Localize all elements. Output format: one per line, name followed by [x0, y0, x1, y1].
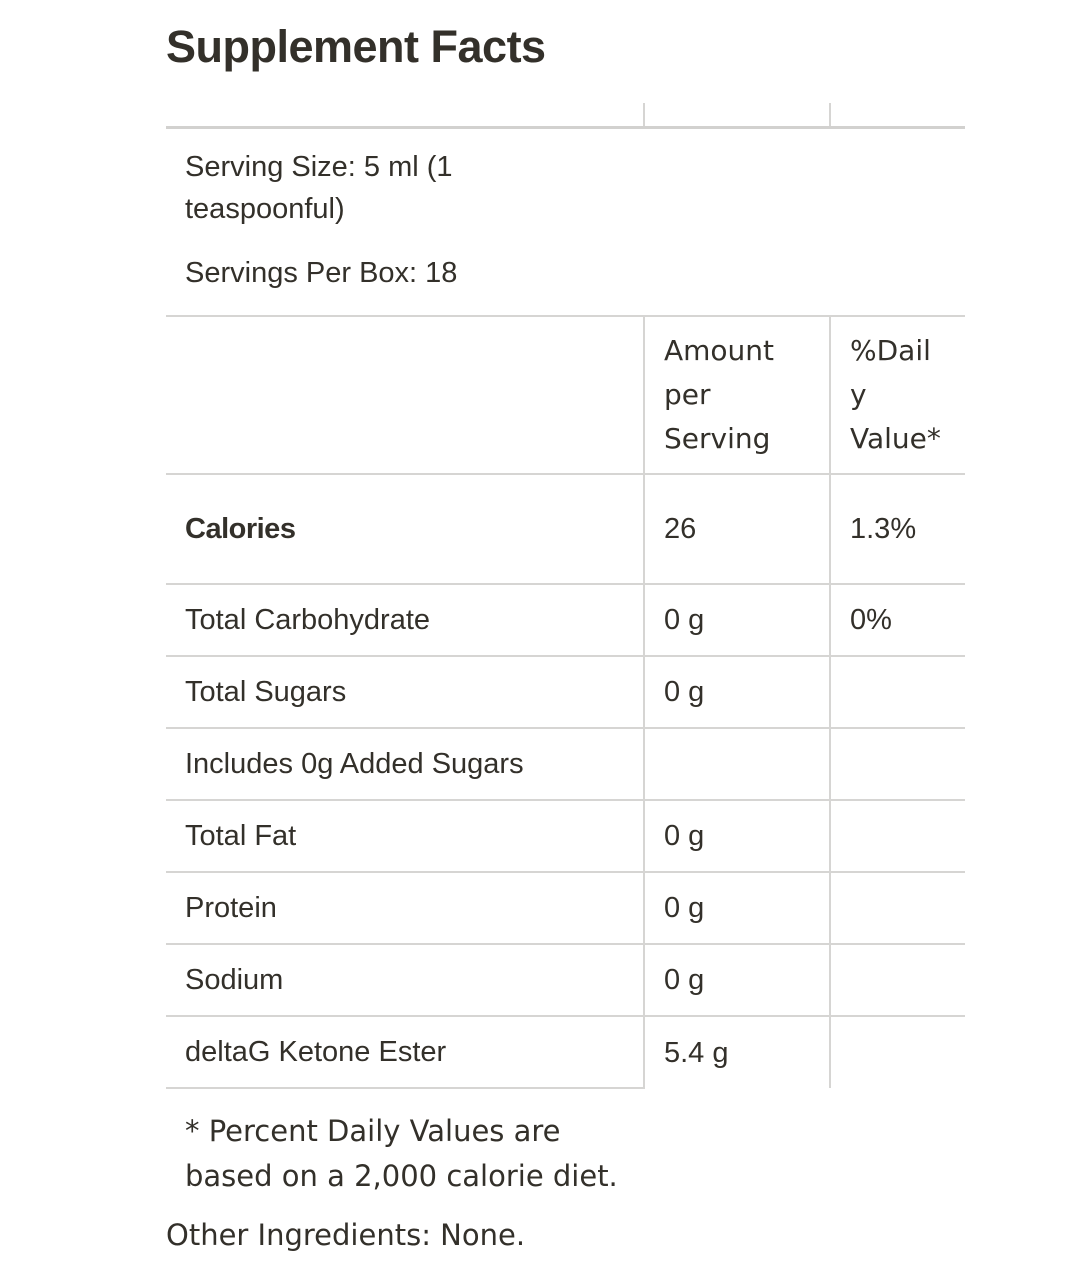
- footnote-line-2: based on a 2,000 calorie diet.: [185, 1159, 618, 1193]
- nutrient-name: Protein: [166, 872, 644, 944]
- table-row-total-fat: [166, 800, 965, 872]
- nutrient-amount: 0 g: [644, 800, 830, 872]
- daily-value-footnote: [185, 1109, 965, 1199]
- nutrient-daily-value: [830, 800, 965, 872]
- other-ingredients: Other Ingredients: None.: [166, 1218, 526, 1252]
- serving-info-row: [166, 128, 965, 317]
- nutrient-name: Includes 0g Added Sugars: [166, 728, 644, 800]
- serving-size-text: [185, 146, 946, 230]
- column-header-amount-per-serving: [644, 316, 830, 474]
- header-line: Amount: [664, 334, 775, 367]
- footnote-line-1: * Percent Daily Values are: [185, 1114, 561, 1148]
- serving-size-line-1: Serving Size: 5 ml (1: [185, 151, 453, 183]
- header-line: %Dail: [850, 334, 931, 367]
- servings-per-box-text: Servings Per Box: 18: [185, 257, 458, 289]
- table-row-added-sugars: [166, 728, 965, 800]
- nutrient-daily-value: 1.3%: [830, 474, 965, 584]
- nutrient-name: Sodium: [166, 944, 644, 1016]
- column-header-daily-value: [830, 316, 965, 474]
- column-header-row: [166, 316, 965, 474]
- nutrient-amount: [644, 728, 830, 800]
- table-row-sodium: [166, 944, 965, 1016]
- nutrient-amount: 0 g: [644, 872, 830, 944]
- table-row-total-sugars: [166, 656, 965, 728]
- supplement-facts-table: [166, 103, 965, 1089]
- header-line: Serving: [664, 422, 771, 455]
- clipped-top-row: [166, 103, 965, 128]
- nutrient-name: deltaG Ketone Ester: [166, 1016, 644, 1088]
- nutrient-daily-value: [830, 872, 965, 944]
- nutrient-daily-value: [830, 728, 965, 800]
- header-line: per: [664, 378, 711, 411]
- nutrient-daily-value: [830, 944, 965, 1016]
- table-row-total-carbohydrate: [166, 584, 965, 656]
- nutrient-name: Calories: [166, 474, 644, 584]
- clipped-header-cell: [830, 103, 965, 128]
- clipped-header-cell: [644, 103, 830, 128]
- nutrient-amount: 0 g: [644, 656, 830, 728]
- nutrient-name: Total Carbohydrate: [166, 584, 644, 656]
- serving-size-line-2: teaspoonful): [185, 193, 345, 225]
- table-row-calories: [166, 474, 965, 584]
- table-row-deltag-ketone-ester: [166, 1016, 965, 1088]
- page-title: Supplement Facts: [166, 21, 546, 72]
- empty-header-cell: [166, 316, 644, 474]
- nutrient-daily-value: [830, 1016, 965, 1088]
- nutrient-daily-value: [830, 656, 965, 728]
- nutrient-amount: 5.4 g: [644, 1016, 830, 1088]
- nutrient-name: Total Sugars: [166, 656, 644, 728]
- header-line: y: [850, 378, 867, 411]
- table-row-protein: [166, 872, 965, 944]
- nutrient-name: Total Fat: [166, 800, 644, 872]
- nutrient-amount: 0 g: [644, 944, 830, 1016]
- nutrient-amount: 26: [644, 474, 830, 584]
- serving-info-cell: [166, 128, 965, 317]
- clipped-header-cell: [166, 103, 644, 128]
- nutrient-amount: 0 g: [644, 584, 830, 656]
- header-line: Value*: [850, 422, 941, 455]
- nutrient-daily-value: 0%: [830, 584, 965, 656]
